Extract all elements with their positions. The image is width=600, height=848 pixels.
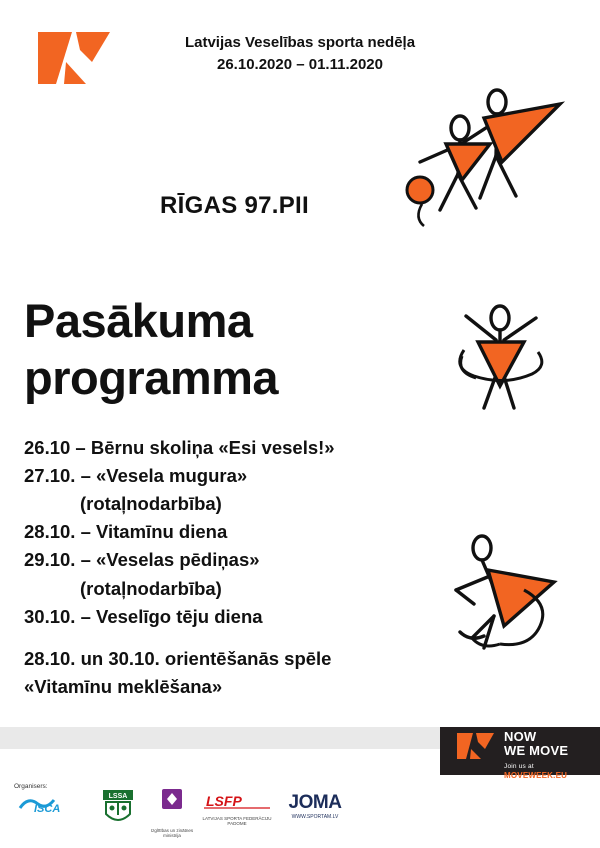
programme-item: 27.10. – «Vesela mugura» [24, 465, 248, 487]
orienteering-note [24, 645, 444, 701]
nowwemove-line-2: WE MOVE [504, 743, 569, 759]
header-title [130, 32, 470, 76]
sponsor-joma [276, 792, 354, 821]
join-us-label: Join us at [504, 763, 534, 770]
illustration-hoop [420, 290, 580, 420]
sponsor-izm-caption: Izglītības un zinātnes ministrija [150, 828, 194, 839]
programme-item: 28.10. – Vitamīnu diena [24, 521, 228, 543]
programme-item: (rotaļnodarbība) [80, 577, 222, 599]
institution-title: RĪGAS 97.PII [160, 192, 309, 219]
sponsor-izm [148, 788, 196, 838]
page-title-line-1: Pasākuma [24, 294, 253, 347]
sponsor-joma-name: JOMA [288, 792, 342, 813]
svg-text:LSFP: LSFP [206, 793, 242, 809]
nowwemove-title [504, 730, 568, 758]
programme-item: (rotaļnodarbība) [80, 493, 222, 515]
programme-item: 30.10. – Veselīgo tēju diena [24, 605, 263, 627]
header-line-1: Latvijas Veselības sporta nedēļa [184, 34, 416, 51]
sponsor-joma-caption: WWW.SPORTAM.LV [291, 814, 339, 820]
illustration-stretch [430, 520, 590, 670]
header-line-2: 26.10.2020 – 01.11.2020 [217, 55, 383, 73]
sponsor-logos [14, 788, 434, 839]
svg-text:LSSA: LSSA [108, 793, 128, 800]
programme-item: 29.10. – «Veselas pēdiņas» [24, 549, 260, 571]
nowwemove-logo-icon [456, 731, 496, 761]
orienteering-line-1: 28.10. un 30.10. orientēšanās spēle [24, 648, 332, 669]
programme-list [24, 434, 434, 631]
svg-text:ISCA: ISCA [34, 803, 61, 814]
organisers-label: Organisers: [14, 783, 48, 790]
programme-item: 26.10 – Bērnu skoliņa «Esi vesels!» [24, 437, 335, 458]
sponsor-lsfp [200, 792, 274, 826]
sponsor-lssa [94, 788, 142, 833]
sponsor-lsfp-caption: LATVIJAS SPORTA FEDERĀCIJU PADOME [202, 816, 272, 827]
sponsor-isca [16, 794, 82, 819]
nowwemove-line-1: NOW [504, 729, 537, 744]
illustration-runners [392, 70, 592, 245]
moveweek-logo-icon [36, 28, 114, 86]
page-title [24, 292, 278, 407]
page-title-line-2: programma [24, 351, 279, 405]
orienteering-line-2: «Vitamīnu meklēšana» [24, 676, 223, 698]
moveweek-url[interactable]: MOVEWEEK.EU [504, 771, 568, 780]
